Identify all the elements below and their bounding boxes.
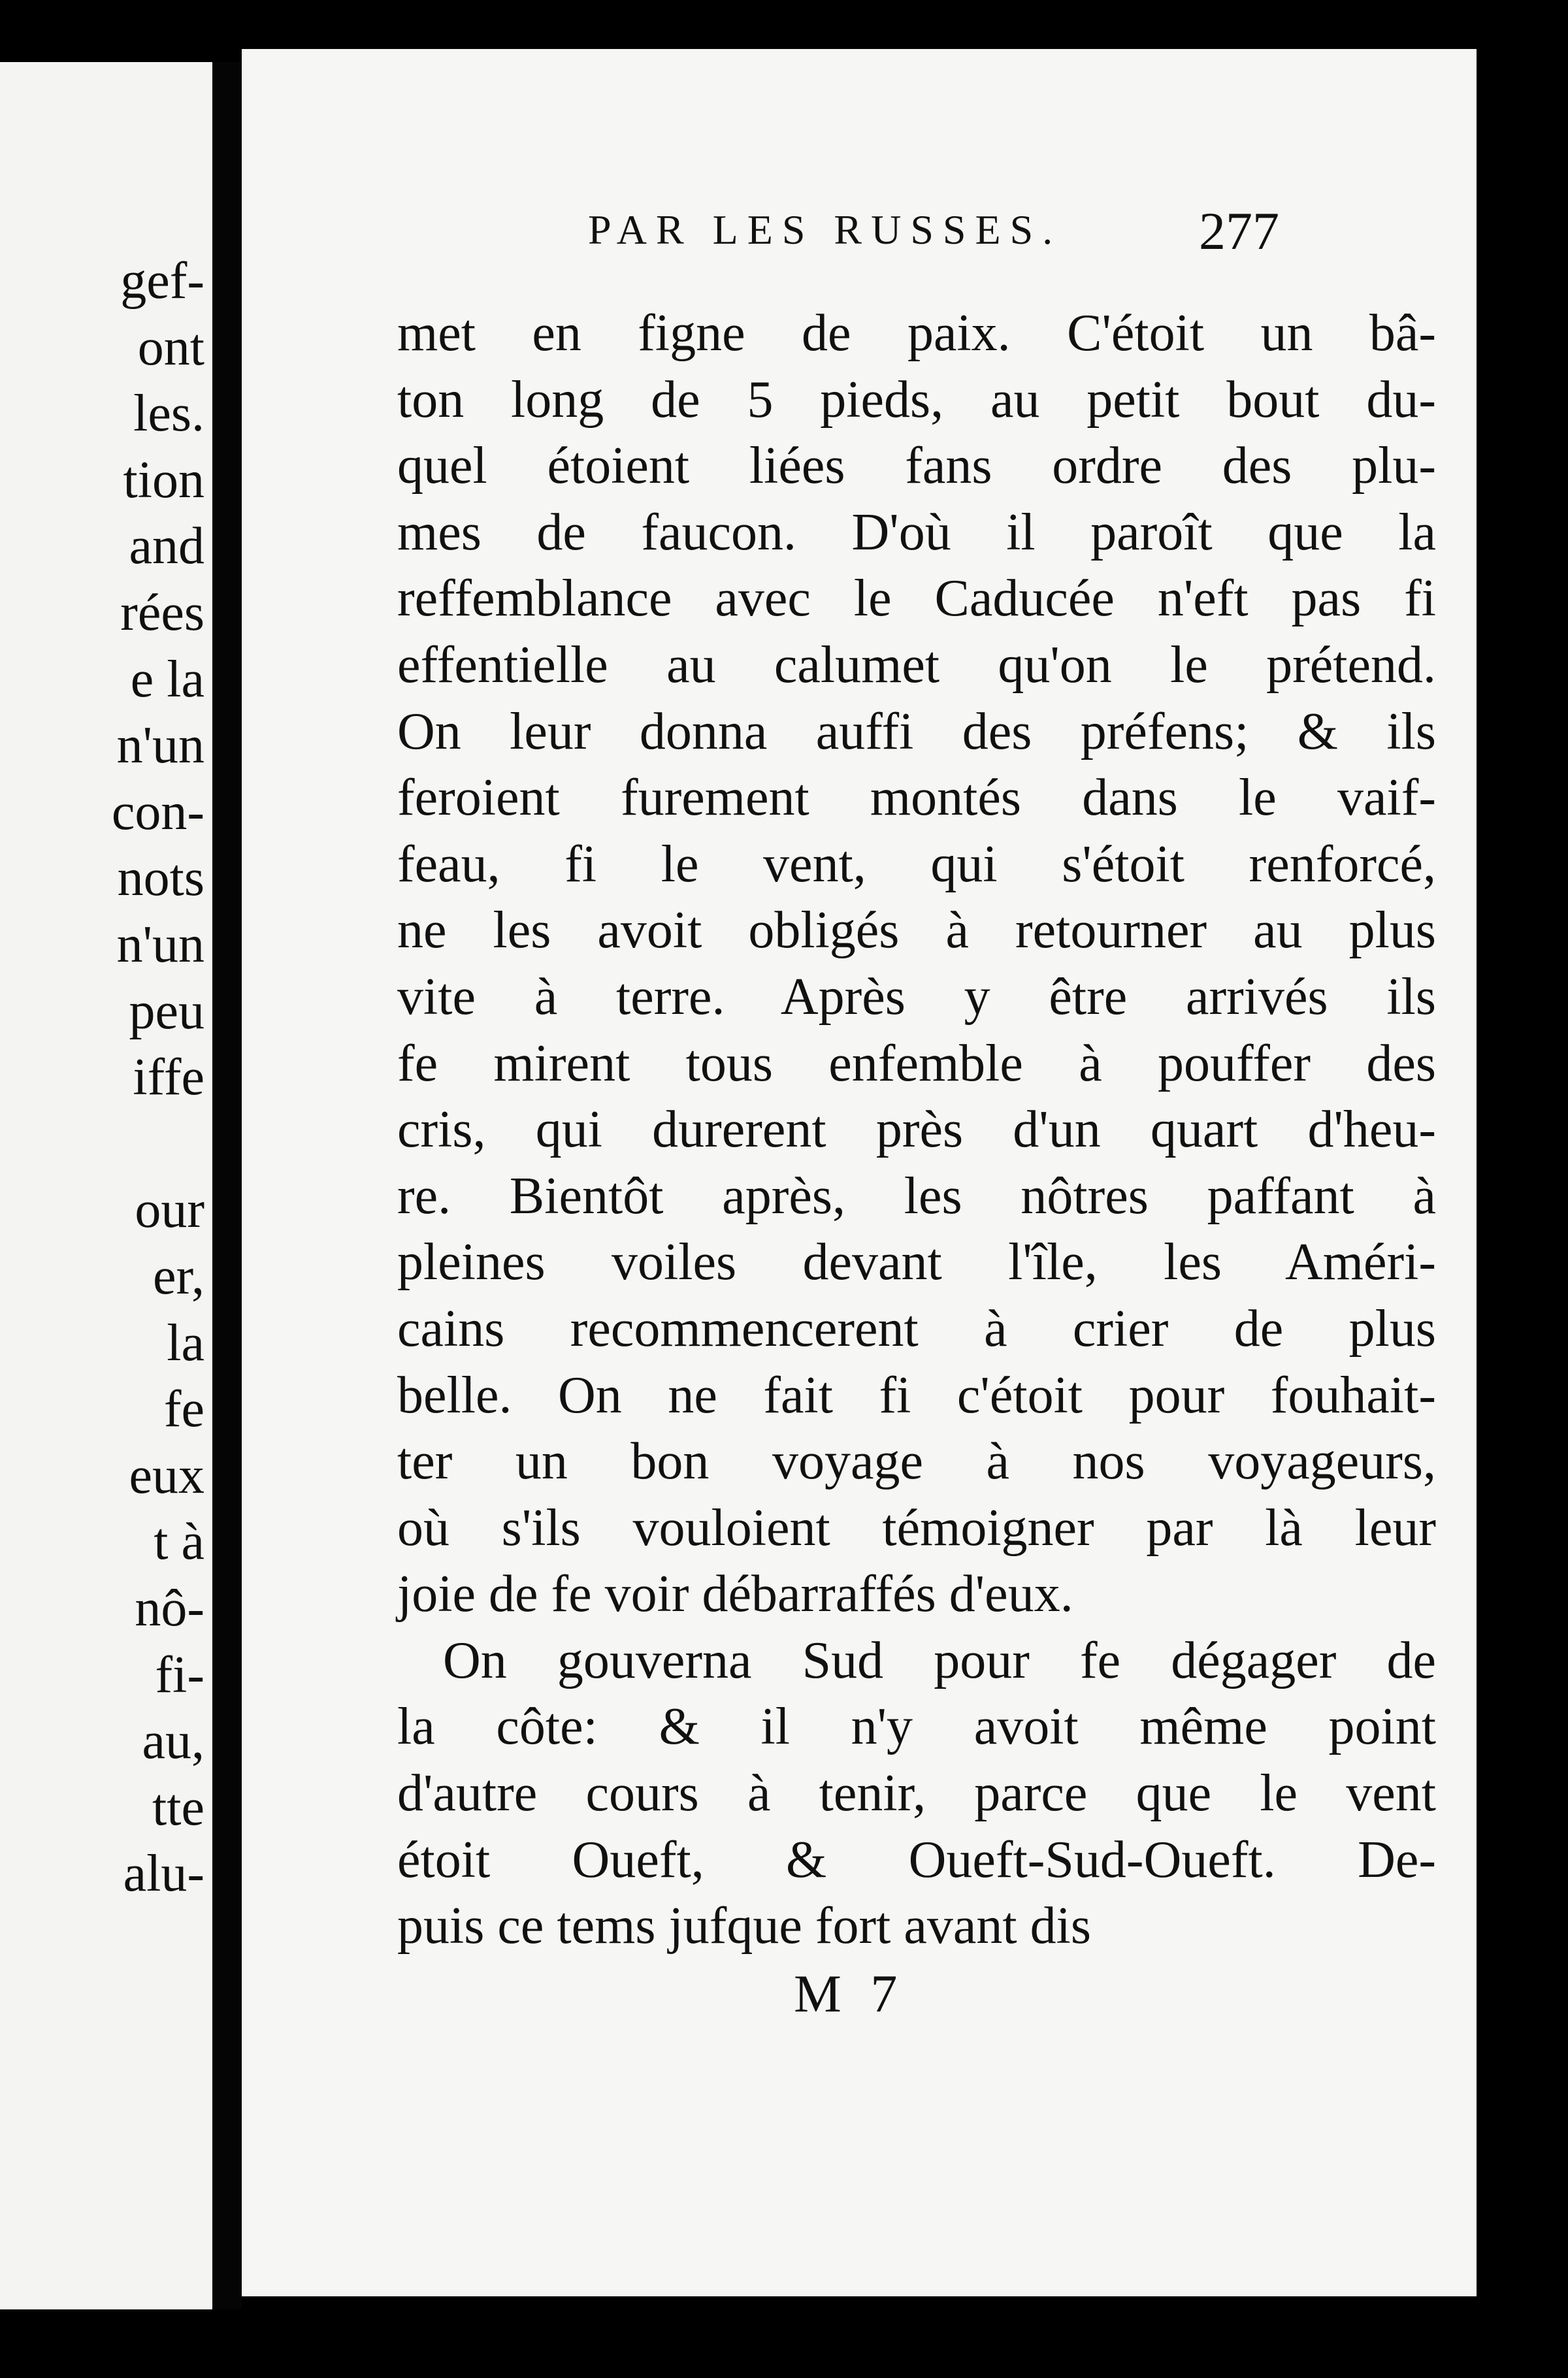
text-line: ne les avoit obligés à retourner au plus (397, 902, 1436, 960)
text-line: met en figne de paix. C'étoit un bâ- (397, 304, 1436, 362)
text-line: ter un bon voyage à nos voyageurs, (397, 1433, 1436, 1491)
left-page-line: t à (154, 1513, 204, 1571)
left-page-line: alu- (123, 1845, 204, 1903)
left-page-line: n'un (116, 717, 204, 775)
left-page-line: eux (129, 1446, 204, 1505)
left-page-line: er, (153, 1248, 204, 1305)
text-line: où s'ils vouloient témoigner par là leur (397, 1499, 1436, 1557)
text-line: re. Bientôt après, les nôtres paffant à (397, 1167, 1436, 1225)
text-line: cains recommencerent à crier de plus (397, 1299, 1436, 1358)
left-page (0, 62, 212, 2309)
text-line: reffemblance avec le Caducée n'eft pas fi (397, 570, 1436, 628)
left-page-line: iffe (133, 1049, 204, 1107)
text-line: belle. On ne fait fi c'étoit pour fouhait- (397, 1366, 1436, 1424)
left-page-line: con- (111, 783, 204, 841)
text-line: pleines voiles devant l'île, les Améri- (397, 1233, 1436, 1292)
signature-mark: M 7 (794, 1964, 906, 2023)
left-page-line: les. (133, 385, 204, 443)
left-page-line: nots (117, 849, 204, 907)
text-line: étoit Oueft, & Oueft-Sud-Oueft. De- (397, 1831, 1436, 1889)
left-page-line: au, (142, 1712, 204, 1770)
text-line: vite à terre. Après y être arrivés ils (397, 968, 1436, 1026)
left-page-line: peu (129, 982, 204, 1040)
body-text (397, 301, 1436, 1960)
right-page (242, 49, 1477, 2296)
page-number: 277 (1199, 201, 1279, 261)
running-head (242, 201, 1477, 284)
text-line: la côte: & il n'y avoit même point (397, 1698, 1436, 1756)
left-page-line: e la (130, 650, 204, 708)
text-line: On gouverna Sud pour fe dégager de (443, 1631, 1436, 1689)
left-page-line: n'un (116, 916, 204, 973)
running-head-title: PAR LES RUSSES. (588, 206, 1062, 253)
left-page-line: tion (123, 451, 204, 509)
left-page-line: and (129, 517, 204, 576)
text-line: d'autre cours à tenir, parce que le vent (397, 1765, 1436, 1823)
text-line: puis ce tems jufque fort avant dis (397, 1897, 1091, 1955)
left-page-line: la (167, 1314, 204, 1372)
text-line: effentielle au calumet qu'on le prétend. (397, 636, 1436, 694)
text-line: joie de fe voir débarraffés d'eux. (397, 1565, 1073, 1623)
left-page-line: fe (163, 1380, 204, 1439)
text-line: quel étoient liées fans ordre des plu- (397, 437, 1436, 495)
left-page-line: ont (137, 318, 204, 376)
text-line: fe mirent tous enfemble à pouffer des (397, 1034, 1436, 1092)
left-page-line: tte (152, 1778, 204, 1836)
text-line: cris, qui durerent près d'un quart d'heu- (397, 1101, 1436, 1159)
text-line: feroient furement montés dans le vaif- (397, 769, 1436, 827)
left-page-line: gef- (120, 252, 204, 310)
left-page-line: fi- (155, 1646, 204, 1704)
book-gutter (212, 62, 242, 2309)
left-page-line: nô- (135, 1580, 204, 1637)
left-page-line: our (135, 1181, 204, 1239)
text-line: feau, fi le vent, qui s'étoit renforcé, (397, 835, 1436, 893)
text-line: ton long de 5 pieds, au petit bout du- (397, 370, 1436, 429)
left-page-line: rées (120, 584, 204, 642)
text-line: On leur donna auffi des préfens; & ils (397, 702, 1436, 760)
text-line: mes de faucon. D'où il paroît que la (397, 503, 1436, 561)
